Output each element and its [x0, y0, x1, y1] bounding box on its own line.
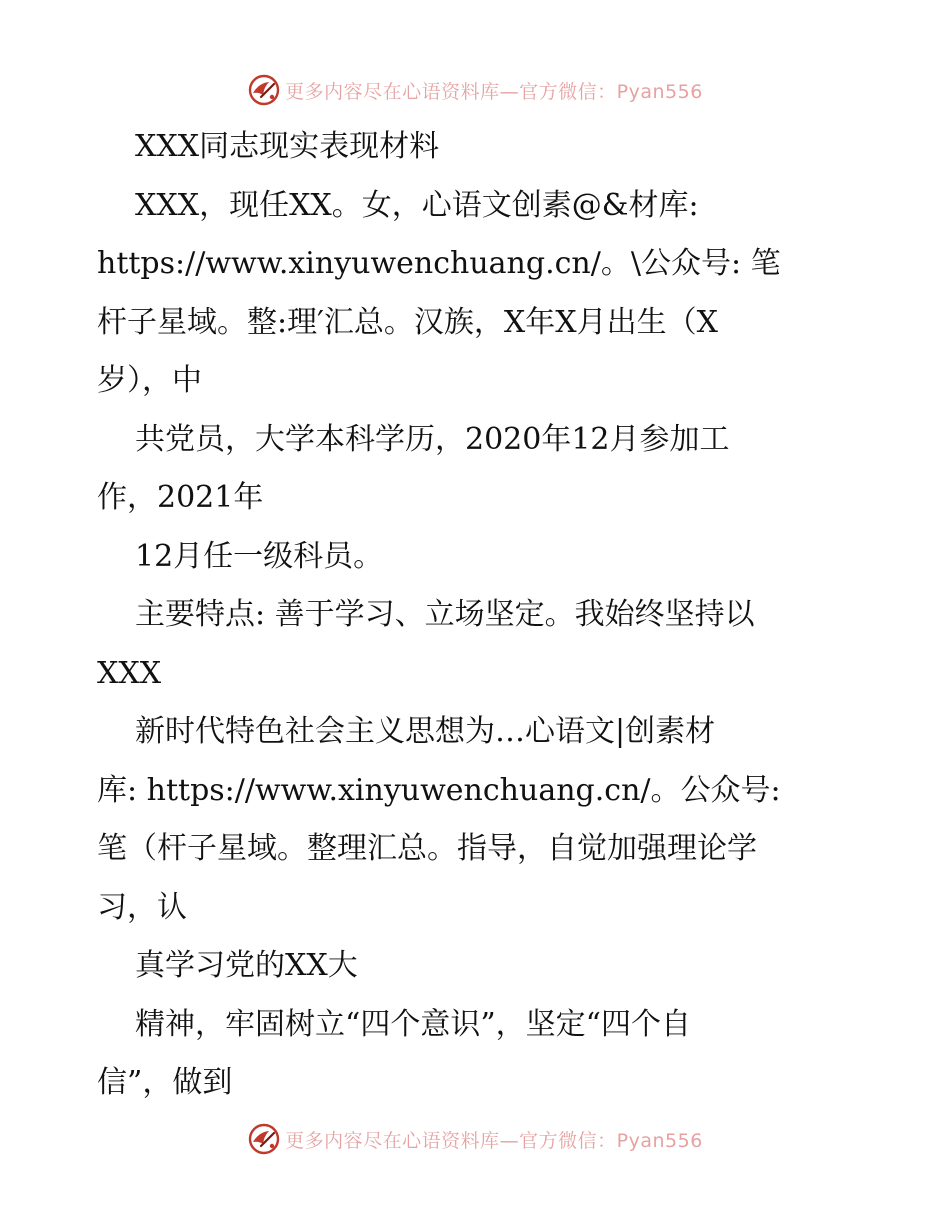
paragraph-line: 笔（杆子星域。整理汇总。指导，自觉加强理论学 [97, 831, 757, 866]
header-banner-text: 更多内容尽在心语资料库—官方微信：Pyan556 [285, 80, 703, 103]
footer-banner [0, 1119, 950, 1159]
header-banner [0, 70, 950, 110]
paragraph-line: 信”，做到 [97, 1065, 233, 1100]
paragraph-line: 杆子星域。整:理′汇总。汉族，X年X月出生（X [97, 304, 718, 340]
paragraph-line: 主要特点: 善于学习、立场坚定。我始终坚持以 [135, 597, 755, 632]
paragraph-line: https://www.xinyuwenchuang.cn/。\公众号: 笔 [97, 246, 781, 281]
paragraph-line: 真学习党的XX大 [135, 948, 358, 983]
paragraph-line: 作，2021年 [97, 480, 264, 515]
document-title: XXX同志现实表现材料 [135, 129, 440, 164]
paragraph-line: 新时代特色社会主义思想为…心语文|创素材 [135, 714, 716, 749]
paragraph-line: XXX，现任XX。女，心语文创素@&材库: [135, 187, 699, 223]
footer-banner-text: 更多内容尽在心语资料库—官方微信：Pyan556 [285, 1129, 703, 1152]
pen-logo-icon [247, 73, 281, 107]
paragraph-line: 库: https://www.xinyuwenchuang.cn/。公众号: [97, 772, 781, 808]
paragraph-line: 精神，牢固树立“四个意识”，坚定“四个自 [135, 1006, 692, 1042]
paragraph-line: 习，认 [97, 889, 187, 925]
document-body [97, 118, 857, 1113]
paragraph-line: 共党员，大学本科学历，2020年12月参加工 [135, 421, 730, 457]
paragraph-line: XXX [97, 655, 162, 691]
pen-logo-icon [247, 1122, 281, 1156]
paragraph-line: 岁），中 [97, 363, 202, 398]
paragraph-line: 12月任一级科员。 [135, 538, 384, 574]
